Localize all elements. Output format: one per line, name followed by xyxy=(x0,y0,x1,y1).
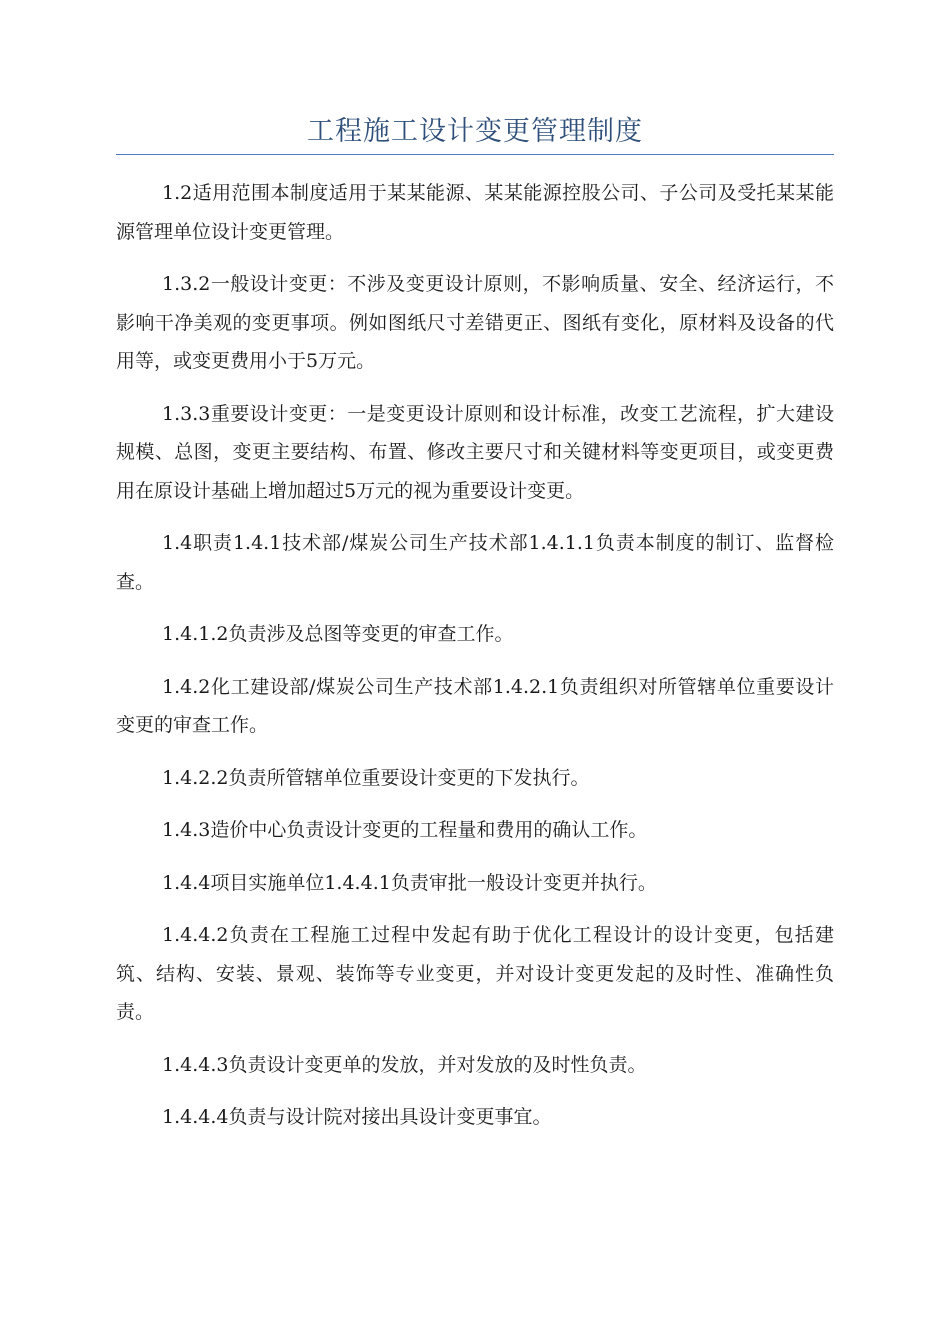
paragraph-distribute-change: 1.4.4.3负责设计变更单的发放，并对发放的及时性负责。 xyxy=(162,1053,647,1076)
paragraph-issue-execution: 1.4.2.2负责所管辖单位重要设计变更的下发执行。 xyxy=(162,766,590,789)
document-body xyxy=(116,174,834,1151)
paragraph-chemical-construction-dept: 1.4.2化工建设部/煤炭公司生产技术部1.4.2.1负责组织对所管辖单位重要设计变更的审查工作。 xyxy=(116,675,834,736)
title-underline xyxy=(116,154,834,155)
paragraph-design-institute: 1.4.4.4负责与设计院对接出具设计变更事宜。 xyxy=(162,1106,552,1128)
paragraph-duties-tech-dept: 1.4职责1.4.1技术部/煤炭公司生产技术部1.4.1.1负责本制度的制订、监督检查。 xyxy=(116,532,834,593)
paragraph-scope: 1.2适用范围本制度适用于某某能源、某某能源控股公司、子公司及受托某某能源管理单位设计变更管理。 xyxy=(116,182,834,243)
paragraph-major-change: 1.3.3重要设计变更：一是变更设计原则和设计标准，改变工艺流程，扩大建设规模、总图，变更主要结构、布置、修改主要尺寸和关键材料等变更项目，或变更费用在原设计基础上增加超过5万元的视为重要设计变更。 xyxy=(116,402,834,502)
paragraph-general-layout-review: 1.4.1.2负责涉及总图等变更的审查工作。 xyxy=(162,623,514,645)
paragraph-cost-center: 1.4.3造价中心负责设计变更的工程量和费用的确认工作。 xyxy=(162,819,648,841)
document-title: 工程施工设计变更管理制度 xyxy=(307,116,643,147)
paragraph-project-unit: 1.4.4项目实施单位1.4.4.1负责审批一般设计变更并执行。 xyxy=(162,871,657,894)
paragraph-initiate-change: 1.4.4.2负责在工程施工过程中发起有助于优化工程设计的设计变更，包括建筑、结构、安装、景观、装饰等专业变更，并对设计变更发起的及时性、准确性负责。 xyxy=(116,924,834,1023)
paragraph-general-change: 1.3.2一般设计变更：不涉及变更设计原则，不影响质量、安全、经济运行，不影响干净美观的变更事项。例如图纸尺寸差错更正、图纸有变化，原材料及设备的代用等，或变更费用小于5万元。 xyxy=(116,273,834,372)
